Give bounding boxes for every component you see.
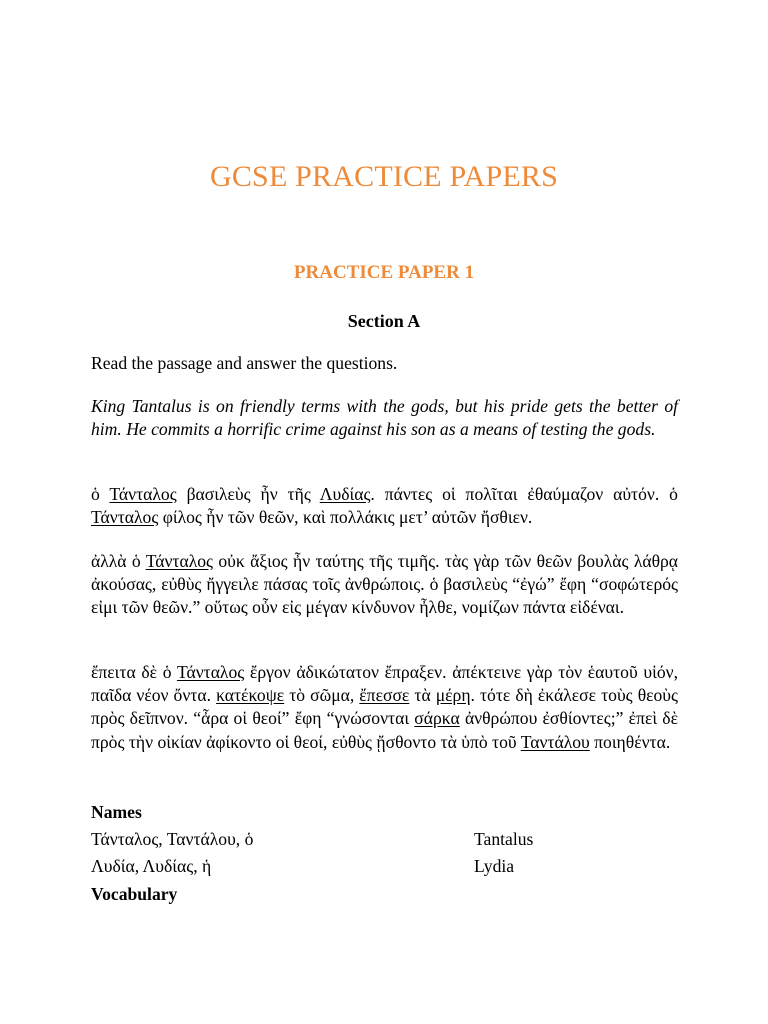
name-english-term: Lydia (474, 856, 515, 876)
passage-text: ὁ (91, 484, 110, 504)
underlined-vocab-word: Τάνταλος (145, 551, 213, 571)
underlined-vocab-word: μέρη (435, 685, 471, 706)
passage-text: ἔπειτα δὲ ὁ (91, 662, 177, 682)
underlined-vocab-word: Ταντάλου (520, 731, 590, 752)
name-english-term: Tantalus (474, 829, 534, 849)
underlined-vocab-word: Τάνταλος (176, 662, 245, 682)
underlined-vocab-word: Τάνταλος (91, 507, 159, 528)
passage-text: τὸ σῶμα, (284, 685, 360, 706)
underlined-vocab-word: σάρκα (414, 708, 460, 729)
passage-paragraph-3 (91, 661, 678, 754)
intro-paragraph: King Tantalus is on friendly terms with the gods, but his pride gets the better of him. He commits a horrific crime against his son as a means of testing the gods. (91, 396, 678, 440)
instruction-text: Read the passage and answer the questions. (91, 353, 398, 373)
names-heading: Names (91, 802, 142, 822)
passage-text: βασιλεὺς ἦν τῆς (176, 484, 320, 504)
passage-text: ἀλλὰ ὁ (91, 551, 146, 571)
underlined-vocab-word: Τάνταλος (109, 484, 177, 504)
passage-text: ἔργον ἀδικώτατον ἔπραξεν. ἀπέκτεινε γὰρ τὸν ἑαυτοῦ υἱόν, παῖδα νέον ὄντα. (91, 662, 678, 706)
vocabulary-heading: Vocabulary (91, 884, 178, 904)
passage-text: φίλος ἦν τῶν θεῶν, καὶ πολλάκις μετ’ αὐτῶν ἤσθιεν. (158, 507, 533, 528)
name-greek-term: Τάνταλος, Ταντάλου, ὁ (91, 829, 254, 849)
passage-text: τὰ (409, 685, 436, 706)
passage-text: . πάντες οἱ πολῖται ἐθαύμαζον αὐτόν. ὁ (370, 484, 678, 504)
underlined-vocab-word: Λυδίας (319, 484, 371, 504)
name-greek-term: Λυδία, Λυδίας, ἡ (91, 856, 212, 876)
underlined-vocab-word: ἔπεσσε (359, 685, 410, 706)
document-title: GCSE PRACTICE PAPERS (209, 160, 558, 193)
passage-text: ἀνθρώπου ἐσθίοντες;” ἐπεὶ δὲ πρὸς τὴν οἰκίαν ἀφίκοντο οἱ θεοί, εὐθὺς ᾔσθοντο τὰ ὑπὸ τοῦ (91, 708, 678, 752)
passage-text: ποιηθέντα. (589, 731, 671, 752)
passage-paragraph-2 (91, 550, 678, 620)
passage-text: οὐκ ἄξιος ἦν ταύτης τῆς τιμῆς. τὰς γὰρ τῶν θεῶν βουλὰς λάθρᾳ ἀκούσας, εὐθὺς ἤγγειλε πάσας τοῖς ἀνθρώποις. ὁ βασιλεὺς “ἐγώ” ἔφη “σοφώτερός εἰμι τῶν θεῶν.” οὕτως οὖν εἰς μέγαν κίνδυνον ἦλθε, νομίζων πάντα εἰδέναι. (91, 551, 678, 618)
passage-text: . τότε δὴ ἐκάλεσε τοὺς θεοὺς πρὸς δεῖπνον. “ἆρα οἱ θεοί” ἔφη “γνώσονται (91, 685, 678, 729)
underlined-vocab-word: κατέκοψε (216, 685, 285, 706)
passage-paragraph-1 (91, 483, 678, 529)
paper-title: PRACTICE PAPER 1 (293, 262, 475, 283)
section-title: Section A (347, 311, 421, 331)
